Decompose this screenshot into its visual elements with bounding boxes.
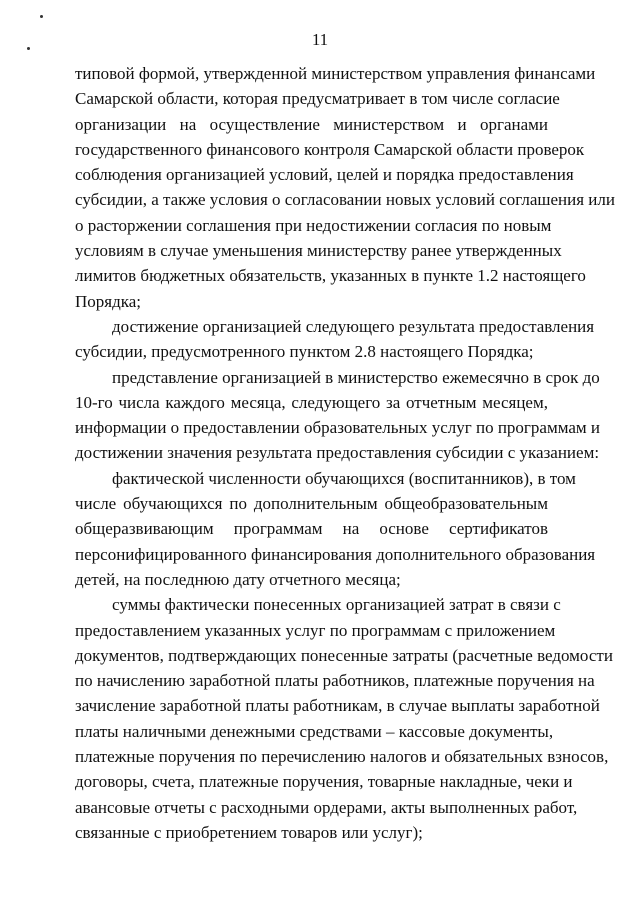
- text-line: документов, подтверждающих понесенные затраты (расчетные ведомости: [75, 645, 613, 665]
- text-line: суммы фактически понесенных организацией затрат в связи с: [112, 595, 561, 615]
- text-line: соблюдения организацией условий, целей и порядка предоставления: [75, 165, 574, 185]
- text-line: субсидии, а также условия о согласовании новых условий соглашения или: [75, 190, 615, 210]
- text-line: авансовые отчеты с расходными ордерами, акты выполненных работ,: [75, 797, 578, 817]
- text-line: платежные поручения по перечислению налогов и обязательных взносов,: [75, 747, 609, 767]
- paragraph: [75, 61, 615, 314]
- text-line: достижении значения результата предоставления субсидии с указанием:: [75, 443, 600, 463]
- text-line: связанные с приобретением товаров или услуг);: [75, 822, 423, 842]
- text-line: детей, на последнюю дату отчетного месяца;: [75, 569, 401, 589]
- document-body: [75, 61, 615, 845]
- paragraph: [75, 314, 595, 365]
- text-line: предоставлением указанных услуг по программам с приложением: [75, 620, 556, 640]
- text-line: Самарской области, которая предусматривает в том числе согласие: [75, 89, 560, 109]
- text-line: типовой формой, утвержденной министерством управления финансами: [75, 64, 596, 83]
- text-line: договоры, счета, платежные поручения, товарные накладные, чеки и: [75, 772, 573, 792]
- text-line: лимитов бюджетных обязательств, указанных в пункте 1.2 настоящего: [75, 266, 586, 286]
- text-line: государственного финансового контроля Самарской области проверок: [75, 139, 585, 159]
- paragraph: [75, 466, 596, 592]
- text-line: субсидии, предусмотренного пунктом 2.8 настоящего Порядка;: [75, 342, 534, 362]
- scan-speck: [40, 15, 43, 18]
- paragraph: [75, 365, 600, 466]
- page-number: 11: [311, 30, 329, 49]
- text-line: платы наличными денежными средствами – кассовые документы,: [75, 721, 554, 741]
- text-line: о расторжении соглашения при недостижении согласия по новым: [75, 215, 552, 235]
- text-line: Порядка;: [75, 291, 142, 311]
- paragraph: [75, 592, 613, 845]
- text-line: информации о предоставлении образовательных услуг по программам и: [75, 418, 600, 438]
- text-line: персонифицированного финансирования дополнительного образования: [75, 544, 596, 564]
- text-line: представление организацией в министерство ежемесячно в срок до: [112, 367, 600, 387]
- text-line: фактической численности обучающихся (воспитанников), в том: [112, 468, 576, 488]
- text-line: условиям в случае уменьшения министерству ранее утвержденных: [75, 241, 562, 261]
- text-line: числе обучающихся по дополнительным общеобразовательным: [75, 494, 548, 514]
- text-line: достижение организацией следующего результата предоставления: [112, 316, 595, 336]
- text-line: 10-го числа каждого месяца, следующего за отчетным месяцем,: [75, 392, 548, 412]
- text-line: по начислению заработной платы работников, платежные поручения на: [75, 671, 595, 691]
- text-line: организации на осуществление министерством и органами: [75, 114, 548, 134]
- text-line: общеразвивающим программам на основе сертификатов: [75, 519, 548, 539]
- text-line: зачисление заработной платы работникам, в случае выплаты заработной: [75, 696, 600, 716]
